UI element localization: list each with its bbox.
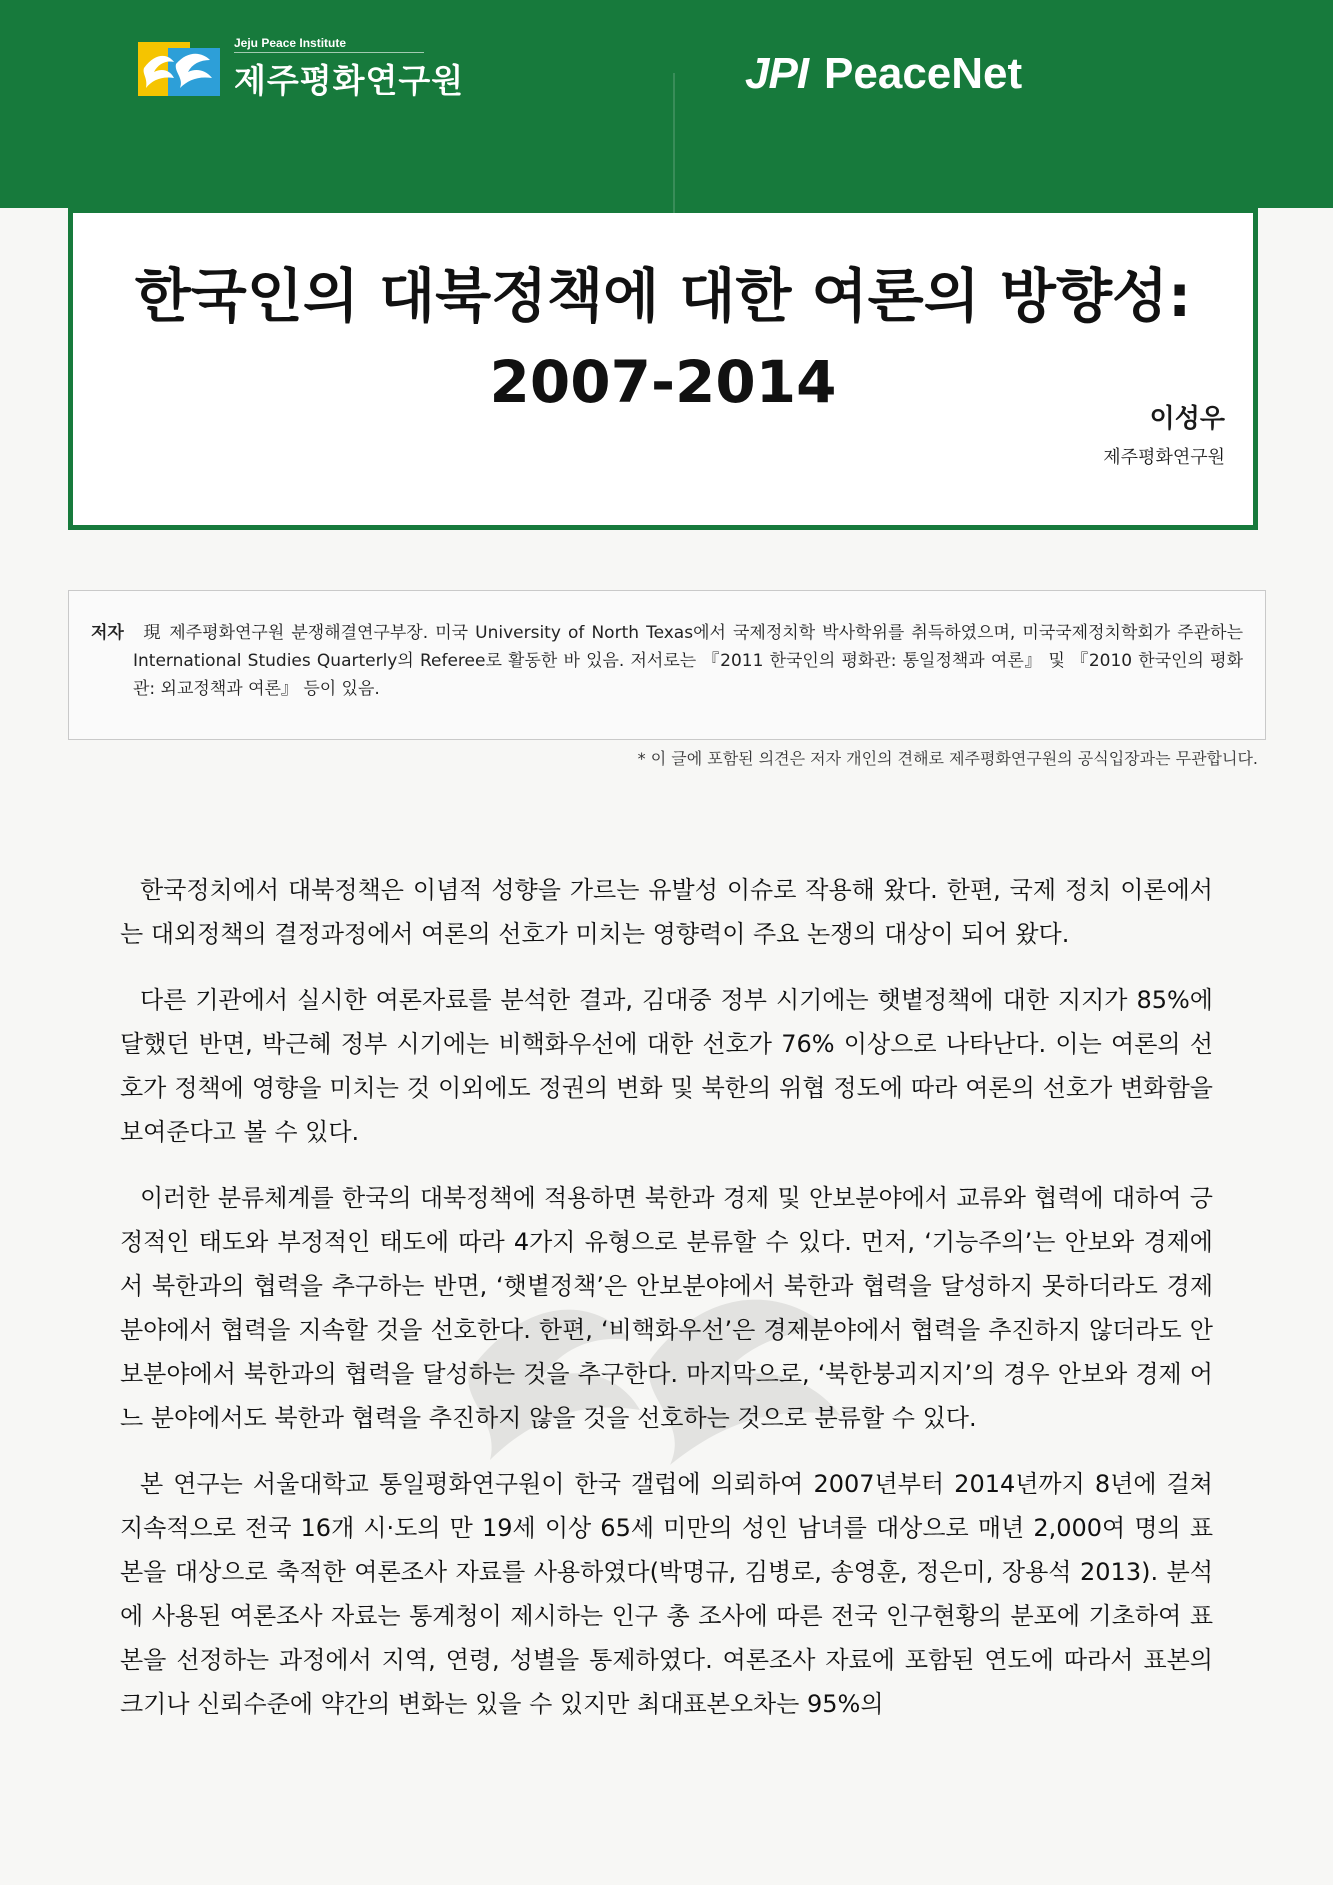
brand-name: PeaceNet <box>824 49 1023 98</box>
institute-name-ko: 제주평화연구원 <box>234 61 465 100</box>
paragraph-2: 다른 기관에서 실시한 여론자료를 분석한 결과, 김대중 정부 시기에는 햇볕정책에 대한 지지가 85%에 달했던 반면, 박근혜 정부 시기에는 비핵화우선에 대한 선호가 76% 이상으로 나타난다. 이는 여론의 선호가 정책에 영향을 미치는 것 이외에도 정권의 변화 및 북한의 위협 정도에 따라 여론의 선호가 변화함을 보여준다고 볼 수 있다. <box>120 986 1213 1146</box>
peacenet-logo[interactable] <box>745 50 1022 98</box>
author-bio <box>91 619 1243 703</box>
paragraph-3: 이러한 분류체계를 한국의 대북정책에 적용하면 북한과 경제 및 안보분야에서 교류와 협력에 대하여 긍정적인 태도와 부정적인 태도에 따라 4가지 유형으로 분류할 수 있다. 먼저, ‘기능주의’는 안보와 경제에서 북한과의 협력을 추구하는 반면, ‘햇볕정책’은 안보분야에서 북한과 협력을 달성하지 못하더라도 경제분야에서 협력을 지속할 것을 선호한다. 한편, ‘비핵화우선’은 경제분야에서 협력을 추진하지 않더라도 안보분야에서 북한과의 협력을 달성하는 것을 추구한다. 마지막으로, ‘북한붕괴지지’의 경우 안보와 경제 어느 분야에서도 북한과 협력을 추진하지 않을 것을 선호하는 것으로 분류할 수 있다. <box>120 1184 1213 1432</box>
author-affiliation: 제주평화연구원 <box>1103 447 1225 468</box>
article-body <box>120 868 1213 1748</box>
bio-label: 저자 <box>91 623 124 643</box>
doves-logo-icon <box>138 38 224 100</box>
title-frame <box>68 68 1258 530</box>
brand-prefix: JPI <box>745 49 809 98</box>
author-name: 이성우 <box>1149 404 1225 434</box>
disclaimer: * 이 글에 포함된 의견은 저자 개인의 견해로 제주평화연구원의 공식입장과는 무관합니다. <box>637 749 1258 768</box>
title-line-1: 한국인의 대북정책에 대한 여론의 방향성: <box>134 262 1192 330</box>
author-block <box>1103 398 1225 469</box>
page-title <box>73 253 1253 425</box>
institute-name-en: Jeju Peace Institute <box>234 36 424 53</box>
institute-logo[interactable] <box>138 38 464 100</box>
paragraph-4: 본 연구는 서울대학교 통일평화연구원이 한국 갤럽에 의뢰하여 2007년부터 2014년까지 8년에 걸쳐 지속적으로 전국 16개 시·도의 만 19세 이상 65세 미만의 성인 남녀를 대상으로 매년 2,000여 명의 표본을 대상으로 축적한 여론조사 자료를 사용하였다(박명규, 김병로, 송영훈, 정은미, 장용석 2013). 분석에 사용된 여론조사 자료는 통계청이 제시하는 인구 총 조사에 따른 전국 인구현황의 분포에 기초하여 표본을 선정하는 과정에서 지역, 연령, 성별을 통제하였다. 여론조사 자료에 포함된 연도에 따라서 표본의 크기나 신뢰수준에 약간의 변화는 있을 수 있지만 최대표본오차는 95%의 <box>120 1470 1213 1718</box>
author-bio-box <box>68 590 1266 740</box>
bio-text: 現 제주평화연구원 분쟁해결연구부장. 미국 University of North Texas에서 국제정치학 박사학위를 취득하였으며, 미국국제정치학회가 주관하는 International Studies Quarterly의 Referee로 활동한 바 있음. 저서로는 『2011 한국인의 평화관: 통일정책과 여론』 및 『2010 한국인의 평화관: 외교정책과 여론』 등이 있음. <box>133 623 1243 699</box>
banner-divider <box>673 73 675 213</box>
title-line-2: 2007-2014 <box>489 348 837 416</box>
title-panel <box>73 213 1253 525</box>
paragraph-1: 한국정치에서 대북정책은 이념적 성향을 가르는 유발성 이슈로 작용해 왔다. 한편, 국제 정치 이론에서는 대외정책의 결정과정에서 여론의 선호가 미치는 영향력이 주요 논쟁의 대상이 되어 왔다. <box>120 876 1213 948</box>
institute-name <box>234 36 464 102</box>
